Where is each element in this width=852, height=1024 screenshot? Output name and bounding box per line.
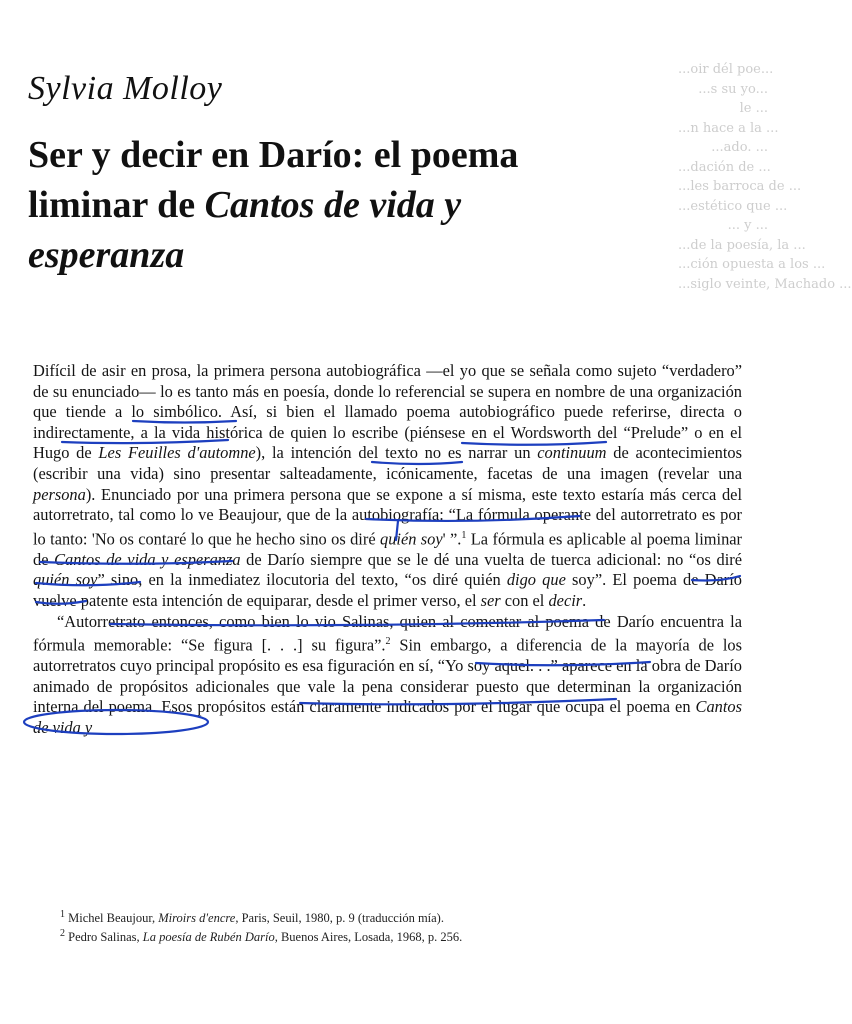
bleed-through-line: ...de la poesía, la ... xyxy=(678,237,806,253)
italic-run: decir xyxy=(548,591,583,610)
footnote-text: Michel Beaujour, xyxy=(68,911,159,926)
footnotes xyxy=(60,907,740,945)
bleed-through-line: ...siglo veinte, Machado ... xyxy=(678,276,852,292)
title-line-2-italic: Cantos de vida y xyxy=(204,184,462,226)
text-run: soy”. El poema de Darío vuelve patente esta intención de equiparar, desde el primer verso, el xyxy=(33,570,742,610)
footnote-2 xyxy=(60,926,740,945)
footnote-text: , Buenos Aires, Losada, 1968, p. 256. xyxy=(274,930,463,945)
bleed-through-line: ...ción opuesta a los ... xyxy=(678,257,826,272)
paragraph-1 xyxy=(33,361,742,612)
bleed-through-line: ...estético que ... xyxy=(678,198,788,214)
title-line-2: liminar de xyxy=(28,184,205,226)
bleed-through-line: ...s su yo... xyxy=(698,81,768,97)
text-run: . xyxy=(582,591,587,610)
author-name: Sylvia Molloy xyxy=(28,70,223,107)
text-run: Difícil de asir en prosa, la primera persona autobiográfica —el yo que se señala como sujeto “verdadero” de su enunciado— lo es tanto más en poesía, donde lo referencial se supera en nombre de una organización que tiende a lo simbólico. Así, si bien el llamado poema autobiográfico puede referirse, directa o indirectamente, a la vida histórica de quien lo escribe (piénsese en el Wordsworth del “Prelude” o en el Hugo de xyxy=(33,361,742,463)
text-run: “Autorretrato entonces, como bien lo vio Salinas, quien al comentar al poema de Darío encuentra la fórmula memorable: “Se figura [. . .] su figura”. xyxy=(33,611,742,655)
italic-run: Les Feuilles d'automne xyxy=(98,443,256,463)
bleed-through-line: ... y ... xyxy=(727,218,768,233)
bleed-through-line: ...les barroca de ... xyxy=(678,179,802,194)
article-body xyxy=(33,361,742,739)
title-line-1: Ser y decir en Darío: el poema xyxy=(28,134,519,176)
text-run: ), la intención del texto no es narrar un xyxy=(255,443,538,463)
bleed-through-line: ...dación de ... xyxy=(678,159,771,175)
text-run: ” sino, en la inmediatez ilocutoria del texto, “os diré quién xyxy=(97,570,507,590)
italic-run: Cantos de vida y esperanza xyxy=(54,549,241,569)
bleed-through-line: ...oir dél poe... xyxy=(678,62,774,77)
bleed-through-line: ...ado. ... xyxy=(711,140,768,155)
text-run: de Darío siempre que se le dé una vuelta de tuerca adicional: no “os diré xyxy=(240,549,742,569)
footnote-ref-1: 1 xyxy=(461,529,467,541)
footnote-title: Miroirs d'encre xyxy=(158,911,236,926)
text-run: de acontecimientos (escribir una vida) sino presentar salteadamente, icónicamente, facetas de una imagen (revelar una xyxy=(33,443,742,483)
text-run: ' ”. xyxy=(442,529,462,549)
italic-run: ser xyxy=(480,591,501,610)
italic-run: quién soy xyxy=(33,570,98,590)
title-line-3-italic: esperanza xyxy=(28,234,185,276)
footnote-text: , Paris, Seuil, 1980, p. 9 (traducción mía). xyxy=(235,911,444,926)
italic-run: persona xyxy=(33,484,86,504)
paragraph-2 xyxy=(33,612,742,739)
bleed-through-line: le ... xyxy=(739,101,768,116)
text-run: Sin embargo, a diferencia de la mayoría de los autorretratos cuyo principal propósito es esa figuración en sí, “Yo soy aquel. . .” aparece en la obra de Darío animado de propósitos adicionales que vale la pena considerar puesto que determinan la organización interna del poema. Esos propósitos están claramente indicados por el lugar que ocupa el poema en xyxy=(33,635,742,717)
text-run: La fórmula es aplicable al poema liminar de xyxy=(33,529,742,569)
italic-run: quién soy xyxy=(380,529,443,549)
article-title xyxy=(28,130,708,280)
text-run: con el xyxy=(500,591,549,610)
footnote-title: La poesía de Rubén Darío xyxy=(142,930,275,945)
footnote-ref-2: 2 xyxy=(385,636,391,648)
footnote-1 xyxy=(60,907,740,926)
footnote-number: 2 xyxy=(60,928,65,940)
footnote-text: Pedro Salinas, xyxy=(68,930,143,945)
bleed-through-line: ...n hace a la ... xyxy=(678,120,779,136)
italic-run: continuum xyxy=(537,443,607,463)
text-run: ). Enunciado por una primera persona que se expone a sí misma, este texto estaría más cerca del autorretrato, tal como lo ve Beaujour, que de la autobiografía: “La fórmula operante del autorretrato es por lo tanto: 'No os contaré lo que he hecho sino os diré xyxy=(33,484,742,549)
footnote-number: 1 xyxy=(60,909,65,920)
italic-run: digo que xyxy=(506,570,566,590)
italic-run: Cantos de vida y xyxy=(33,697,742,738)
